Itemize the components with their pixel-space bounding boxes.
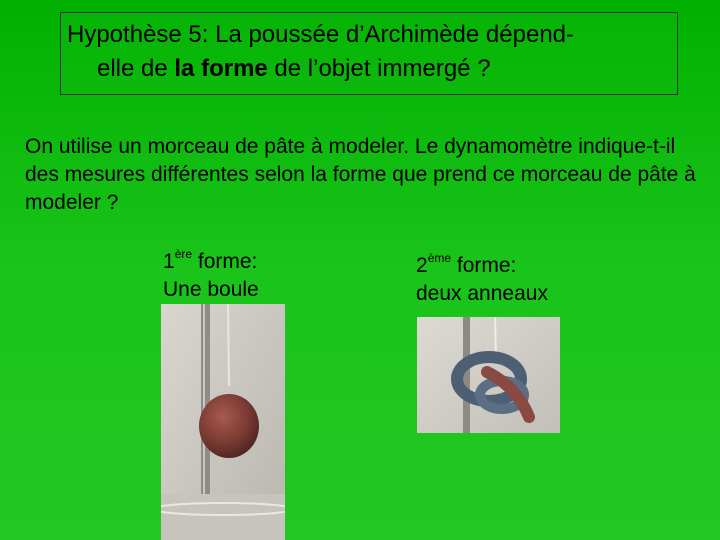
title-bold: la forme: [174, 55, 268, 82]
title-line-2: [97, 55, 491, 83]
title-suffix: de l’objet immergé ?: [267, 55, 491, 82]
title-prefix: elle de: [97, 55, 175, 82]
caption-2-label: forme:: [451, 254, 517, 277]
caption-1-number: 1: [163, 250, 175, 273]
caption-2-sup: ème: [427, 251, 452, 265]
intro-paragraph: On utilise un morceau de pâte à modeler. Le dynamomètre indique-t-il des mesures différentes selon la forme que prend ce morceau de pâte à modeler ?: [25, 135, 696, 214]
title-box: [60, 12, 678, 95]
caption-2-number: 2: [416, 254, 428, 277]
title-line-1: Hypothèse 5: La poussée d’Archimède dépend-: [67, 21, 574, 48]
photo-ball: [161, 304, 285, 540]
caption-1-label: forme:: [192, 250, 258, 273]
caption-shape-1: [163, 240, 259, 304]
caption-1-sup: ère: [174, 247, 193, 261]
caption-2-desc: deux anneaux: [416, 282, 548, 305]
photo-rings: [417, 317, 560, 433]
caption-1-desc: Une boule: [163, 278, 259, 301]
caption-shape-2: [416, 244, 548, 308]
